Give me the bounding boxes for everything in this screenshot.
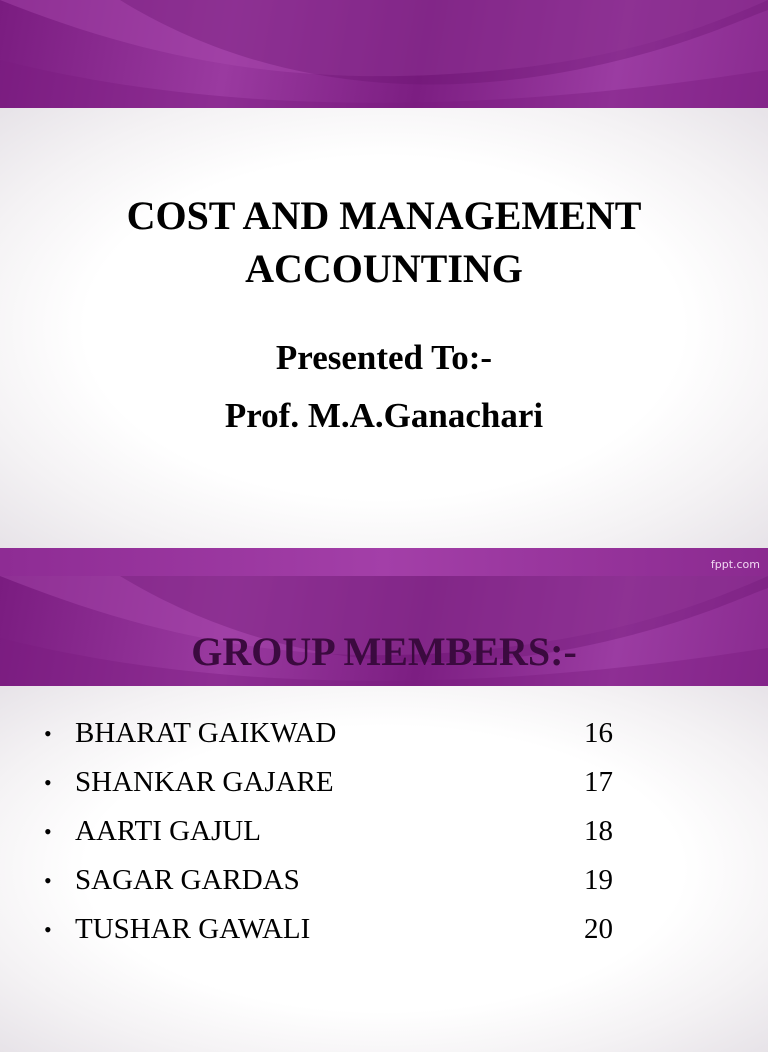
member-roll-number: 20 xyxy=(584,913,613,945)
presentation-title xyxy=(0,189,768,295)
member-name: BHARAT GAIKWAD xyxy=(75,717,337,749)
title-line-1: COST AND MANAGEMENT xyxy=(126,193,642,238)
slide-divider xyxy=(0,548,768,576)
list-item xyxy=(44,856,644,905)
bullet-icon: • xyxy=(44,770,52,795)
list-item xyxy=(44,807,644,856)
bullet-icon: • xyxy=(44,819,52,844)
group-members-heading: GROUP MEMBERS:- xyxy=(191,629,577,674)
member-name: SHANKAR GAJARE xyxy=(75,766,334,798)
fppt-watermark: fppt.com xyxy=(710,558,760,571)
bullet-icon: • xyxy=(44,721,52,746)
member-roll-number: 16 xyxy=(584,717,613,749)
member-roll-number: 17 xyxy=(584,766,613,798)
list-item xyxy=(44,709,644,758)
list-item xyxy=(44,758,644,807)
bullet-icon: • xyxy=(44,868,52,893)
presenter-name: Prof. M.A.Ganachari xyxy=(224,396,544,435)
member-name: TUSHAR GAWALI xyxy=(75,913,311,945)
title-line-2: ACCOUNTING xyxy=(245,246,523,291)
member-roll-number: 18 xyxy=(584,815,613,847)
band-decoration xyxy=(0,0,768,108)
presented-to-block xyxy=(0,329,768,445)
member-name: SAGAR GARDAS xyxy=(75,864,300,896)
slide-body xyxy=(0,108,768,548)
member-name: AARTI GAJUL xyxy=(75,815,261,847)
list-item xyxy=(44,905,644,954)
members-list xyxy=(44,709,644,954)
group-members-slide xyxy=(0,576,768,1052)
presented-to-label: Presented To:- xyxy=(275,338,493,377)
header-band xyxy=(0,0,768,108)
bullet-icon: • xyxy=(44,917,52,942)
member-roll-number: 19 xyxy=(584,864,613,896)
